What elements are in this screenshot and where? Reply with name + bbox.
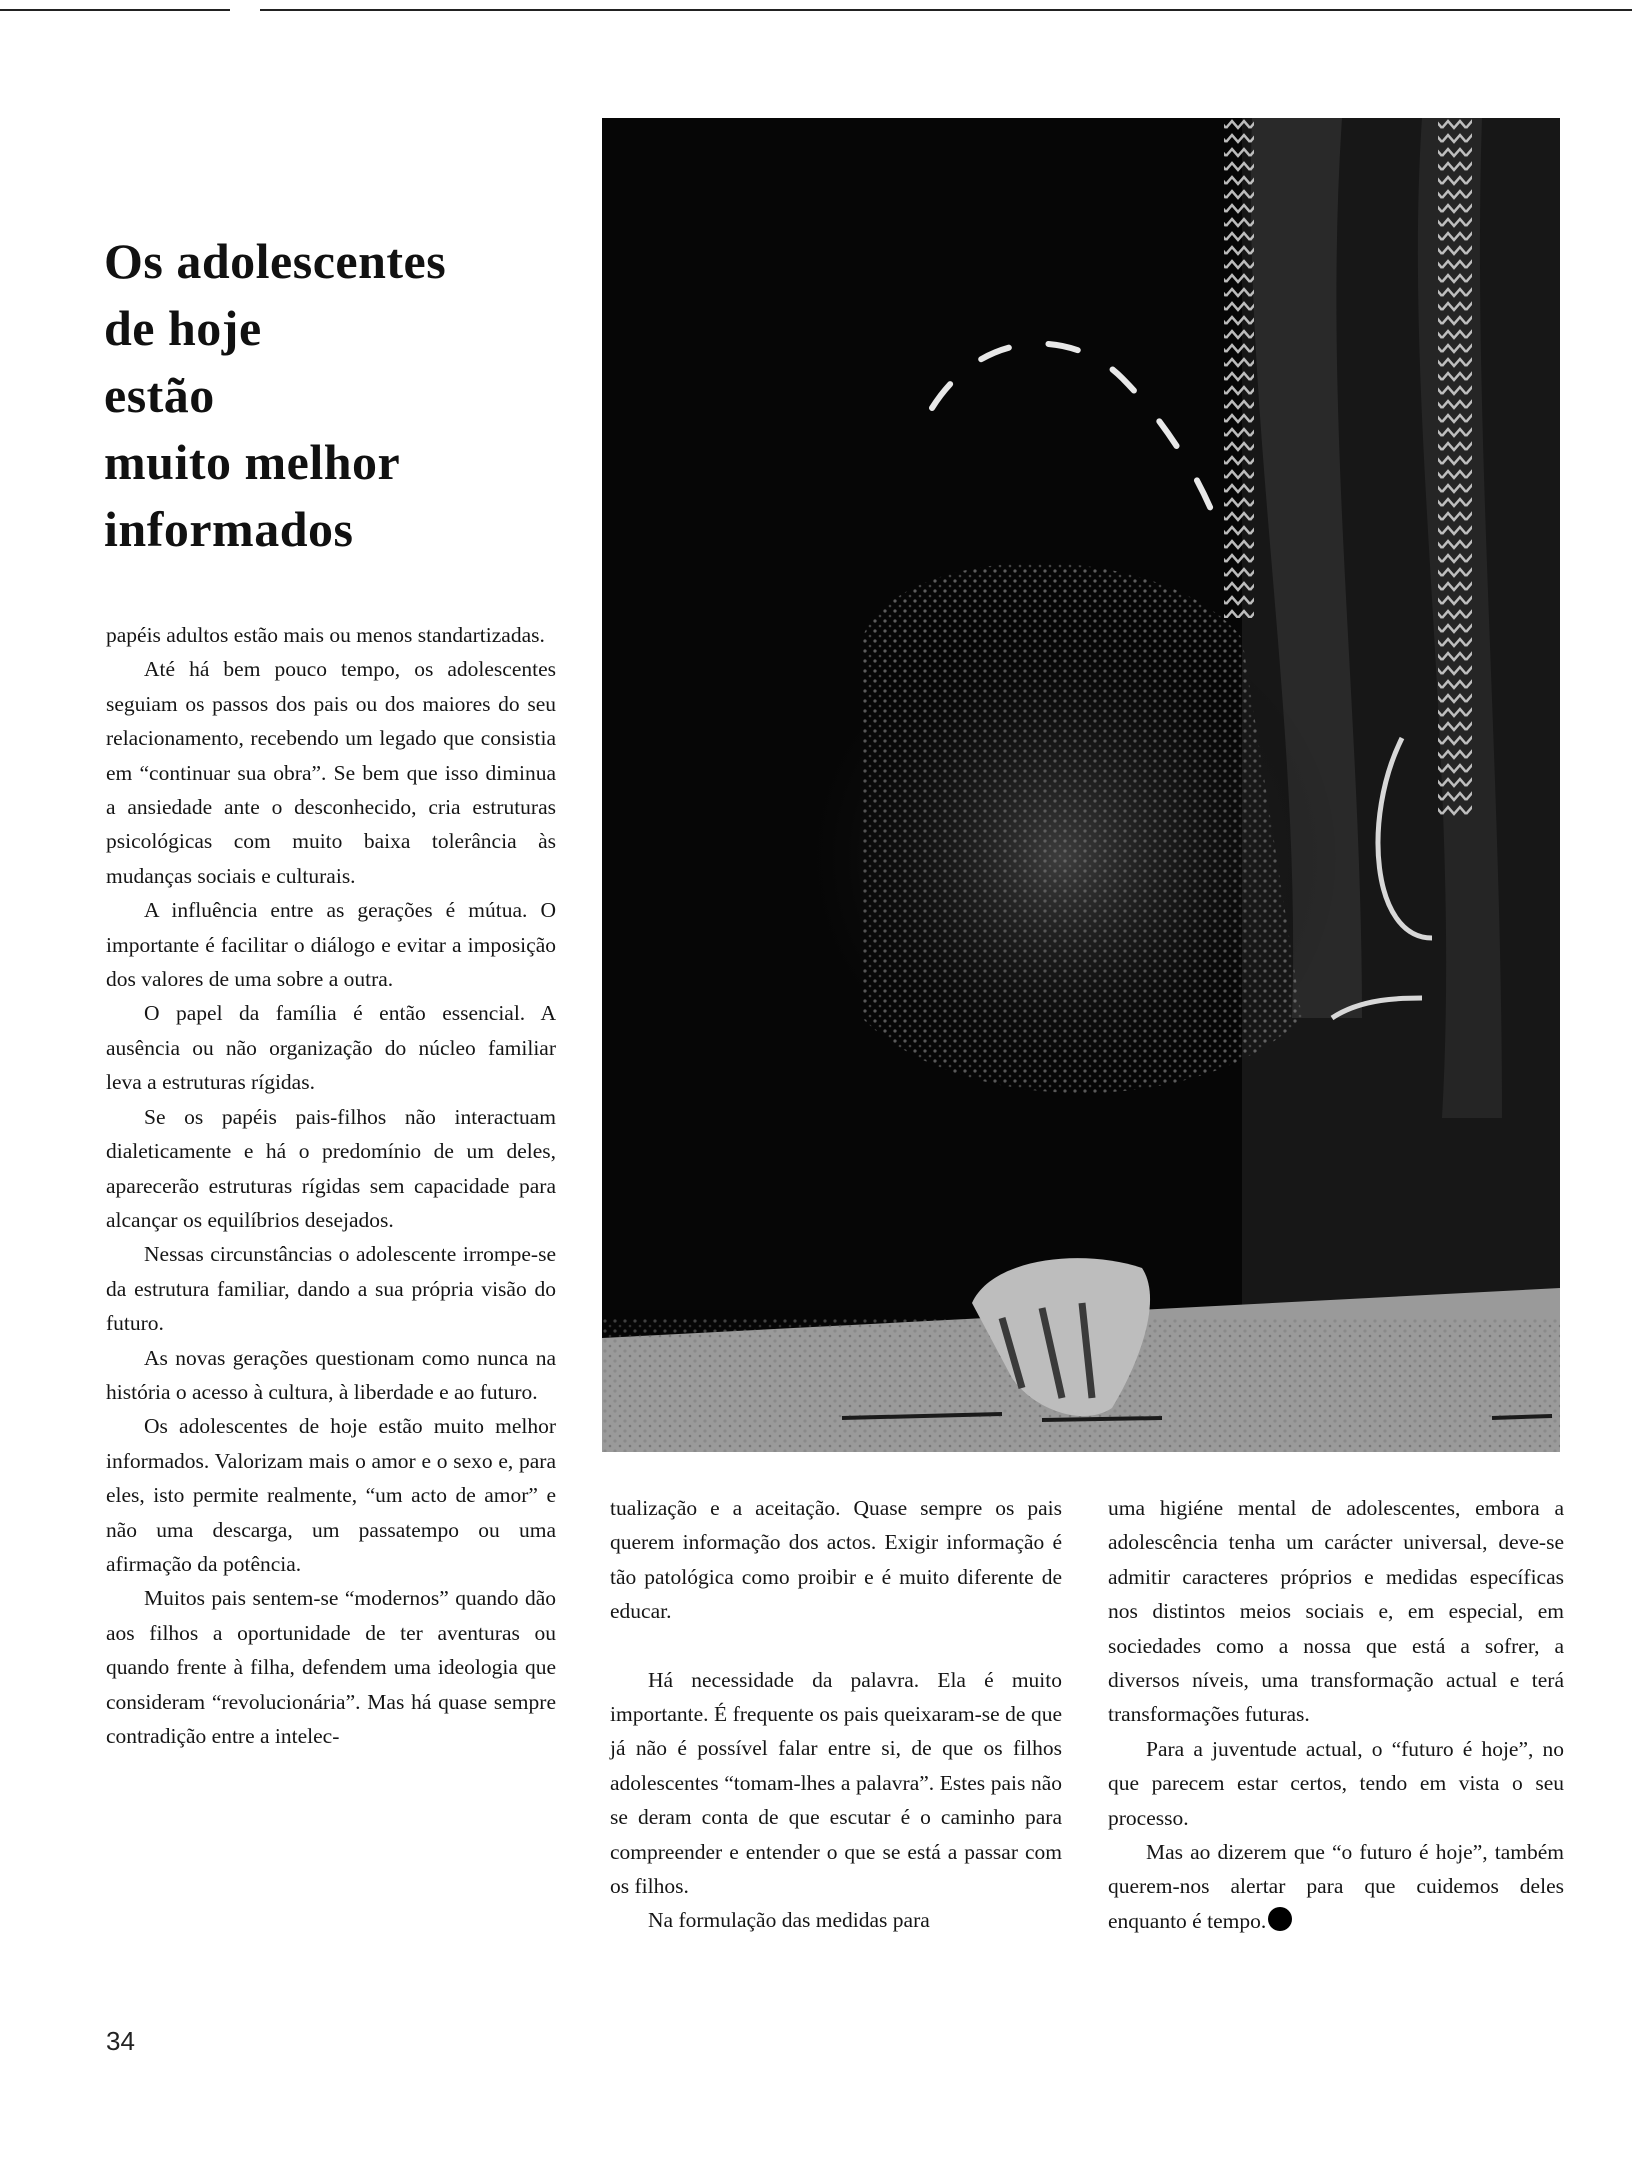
- headline-line: Os adolescentes: [104, 233, 447, 289]
- headline-line: de hoje: [104, 300, 262, 356]
- headline-line: estão: [104, 367, 215, 423]
- paragraph: As novas gerações questionam como nunca na história o acesso à cultura, à liberdade e ao futuro.: [106, 1345, 556, 1404]
- paragraph: uma higiéne mental de adolescentes, embora a adolescência tenha um carácter universal, deve-se admitir caracteres próprios e medidas específicas nos distintos meios sociais e, em especial, em sociedades como a nossa que está a sofrer, a diversos níveis, uma transformação actual e terá transformações futuras.: [1108, 1496, 1564, 1727]
- paragraph: papéis adultos estão mais ou menos standartizadas.: [106, 623, 545, 647]
- photo-illustration: [602, 118, 1560, 1452]
- paragraph: Até há bem pouco tempo, os adolescentes seguiam os passos dos pais ou dos maiores do seu relacionamento, recebendo um legado que consistia em “continuar sua obra”. Se bem que isso diminua a ansiedade ante o desconhecido, cria estruturas psicológicas com muito baixa tolerância às mudanças sociais e culturais.: [106, 657, 556, 888]
- paragraph: A influência entre as gerações é mútua. O importante é facilitar o diálogo e evitar a imposição dos valores de uma sobre a outra.: [106, 898, 556, 992]
- paragraph: Nessas circunstâncias o adolescente irrompe-se da estrutura familiar, dando a sua própria visão do futuro.: [106, 1242, 556, 1336]
- paragraph-final: [1108, 1835, 1564, 1938]
- paragraph: O papel da família é então essencial. A ausência ou não organização do núcleo familiar leva a estruturas rígidas.: [106, 1001, 556, 1095]
- headline-line: informados: [104, 501, 354, 557]
- text-column-3: [1108, 1491, 1564, 1938]
- end-mark-icon: [1268, 1907, 1292, 1931]
- paragraph-final-text: Mas ao dizerem que “o futuro é hoje”, também querem-nos alertar para que cuidemos deles enquanto é tempo.: [1108, 1840, 1564, 1933]
- paragraph: Os adolescentes de hoje estão muito melhor informados. Valorizam mais o amor e o sexo e, para eles, isto permite realmente, “um acto de amor” e não uma descarga, um passatempo ou uma afirmação da potência.: [106, 1414, 556, 1576]
- paragraph: tualização e a aceitação. Quase sempre os pais querem informação dos actos. Exigir informação é tão patológica como proibir e é muito diferente de educar.: [610, 1496, 1062, 1624]
- paragraph: Há necessidade da palavra. Ela é muito importante. É frequente os pais queixaram-se de que já não é possível falar entre si, de que os filhos adolescentes “tomam-lhes a palavra”. Estes pais não se deram conta de que escutar é o caminho para compreender e entender o que se está a passar com os filhos.: [610, 1667, 1062, 1899]
- paragraph: Para a juventude actual, o “futuro é hoje”, no que parecem estar certos, tendo em vista o seu processo.: [1108, 1736, 1564, 1830]
- page-number: 34: [106, 2026, 135, 2056]
- article-headline: [104, 228, 524, 563]
- top-rule-gap: [230, 6, 260, 14]
- text-column-1: [106, 618, 556, 1753]
- paragraph: Se os papéis pais-filhos não interactuam dialeticamente e há o predomínio de um deles, aparecerão estruturas rígidas sem capacidade para alcançar os equilíbrios desejados.: [106, 1104, 556, 1232]
- headline-line: muito melhor: [104, 434, 401, 490]
- paragraph: Na formulação das medidas para: [648, 1908, 930, 1933]
- text-column-2: [610, 1491, 1062, 1938]
- paragraph: Muitos pais sentem-se “modernos” quando dão aos filhos a oportunidade de ter aventuras ou quando frente à filha, defendem uma ideologia que consideram “revolucionária”. Mas há quase sempre contradição entre a intelec-: [106, 1586, 556, 1748]
- article-photo: [602, 118, 1560, 1452]
